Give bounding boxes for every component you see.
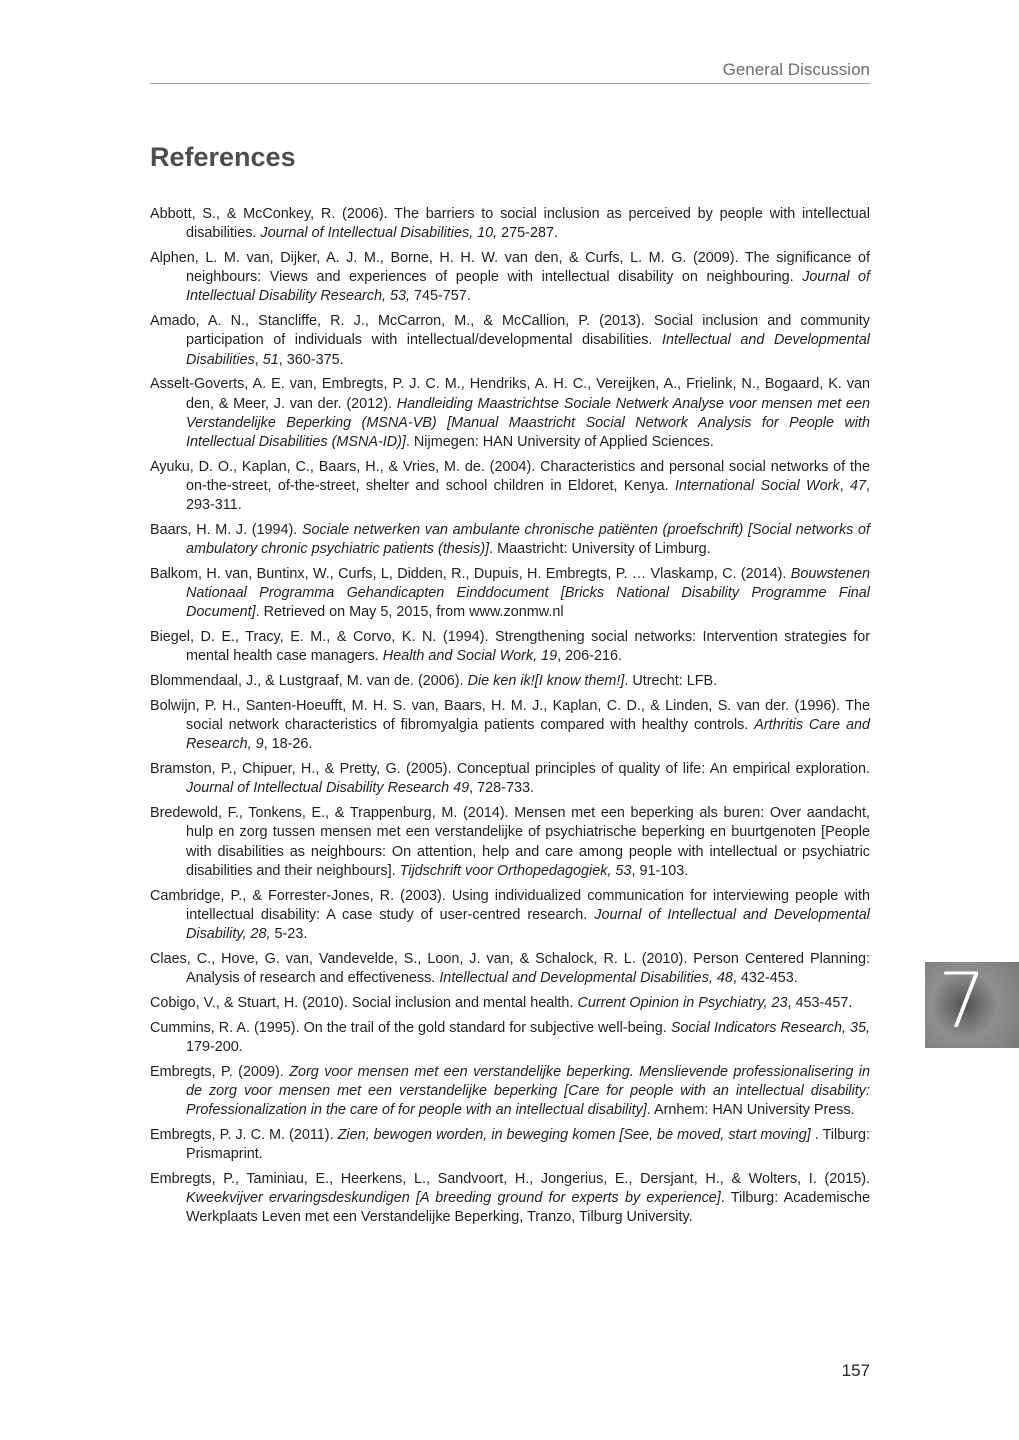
reference-text: 745-757. — [409, 288, 471, 305]
reference-text: Alphen, L. M. van, Dijker, A. J. M., Borne, H. H. W. van den, & Curfs, L. M. G. (2009). The significance of neighbours: Views and experiences of people with intellectual disability on neighbouring. — [150, 250, 870, 286]
reference-entry — [150, 565, 870, 623]
reference-list — [150, 205, 870, 1233]
reference-entry — [150, 1063, 870, 1121]
reference-text: 179-200. — [186, 1038, 243, 1055]
reference-entry — [150, 1019, 870, 1057]
reference-italic-text: Handleiding Maastrichtse Sociale Netwerk Analyse voor mensen met een Verstandelijke Beperking (MSNA-VB) [Manual Maastricht Social Network Analysis for People with Intellectual Disabilities (MSNA-ID)] — [186, 395, 870, 451]
reference-text: . Tilburg: Prismaprint. — [186, 1126, 870, 1163]
reference-text: Ayuku, D. O., Kaplan, C., Baars, H., & Vries, M. de. (2004). Characteristics and personal social networks of the on-the-street, of-the-street, shelter and school children in Eldoret, Kenya. — [150, 458, 870, 495]
reference-text: , 360-375. — [278, 351, 344, 368]
reference-entry — [150, 628, 870, 666]
reference-entry — [150, 375, 870, 452]
section-title: References — [150, 142, 296, 172]
reference-entry — [150, 521, 870, 559]
reference-italic-text: Social Indicators Research, 35, — [670, 1019, 871, 1036]
reference-italic-text: Sociale netwerken van ambulante chronische patiënten (proefschrift) [Social networks of ambulatory chronic psychiatric patients (thesis)] — [186, 522, 870, 558]
reference-text: Abbott, S., & McConkey, R. (2006). The barriers to social inclusion as perceived by people with intellectual disabilities. — [150, 206, 870, 242]
reference-italic-text: Journal of Intellectual and Developmental Disability, 28, — [186, 906, 870, 943]
reference-text: Cobigo, V., & Stuart, H. (2010). Social inclusion and mental health. — [150, 994, 578, 1011]
running-header: General Discussion — [150, 60, 870, 84]
reference-italic-text: Current Opinion in Psychiatry, 23 — [577, 994, 788, 1011]
reference-entry — [150, 458, 870, 516]
reference-entry — [150, 887, 870, 945]
reference-text: . Utrecht: LFB. — [624, 673, 718, 690]
reference-text: , 91-103. — [631, 862, 689, 879]
reference-text: Claes, C., Hove, G. van, Vandevelde, S., Loon, J. van, & Schalock, R. L. (2010). Person Centered Planning: Analysis of research and effectiveness. — [150, 950, 870, 987]
reference-text: Baars, H. M. J. (1994). — [150, 522, 302, 539]
reference-italic-text: Zorg voor mensen met een verstandelijke beperking. Menslievende professionalisering in de zorg voor mensen met een verstandelijke beperking [Care for people with an intellectual disability: Professionalization in the care of for people with an intellectual disability] — [186, 1063, 870, 1119]
reference-italic-text: Health and Social Work, 19 — [382, 648, 558, 665]
reference-entry — [150, 760, 870, 798]
reference-italic-text: Journal of Intellectual Disability Research, 53, — [186, 269, 870, 305]
reference-italic-text: 47 — [849, 478, 866, 495]
reference-italic-text: Intellectual and Developmental Disabilities — [186, 332, 871, 368]
chapter-number: 7 — [938, 956, 987, 1045]
reference-text: Embregts, P. J. C. M. (2011). — [150, 1126, 338, 1143]
reference-text: . Tilburg: Academische Werkplaats Leven met een Verstandelijke Beperking, Tranzo, Tilburg University. — [186, 1190, 870, 1226]
reference-text: Embregts, P., Taminiau, E., Heerkens, L., Sandvoort, H., Jongerius, E., Dersjant, H., & Wolters, I. (2015). — [150, 1170, 870, 1187]
reference-text: . Maastricht: University of Limburg. — [489, 541, 711, 558]
reference-text: Asselt-Goverts, A. E. van, Embregts, P. J. C. M., Hendriks, A. H. C., Vereijken, A., Frielink, N., Bogaard, K. van den, & Meer, J. van der. (2012). — [150, 376, 870, 412]
reference-text: , 432-453. — [732, 970, 798, 987]
reference-entry — [150, 994, 870, 1013]
reference-italic-text: Tijdschrift voor Orthopedagogiek, 53 — [399, 862, 632, 879]
reference-text: Biegel, D. E., Tracy, E. M., & Corvo, K. N. (1994). Strengthening social networks: Intervention strategies for mental health case managers. — [150, 629, 870, 665]
reference-text: Cummins, R. A. (1995). On the trail of the gold standard for subjective well-being. — [150, 1019, 671, 1036]
reference-italic-text: Kweekvijver ervaringsdeskundigen [A breeding ground for experts by experience] — [186, 1190, 721, 1207]
reference-italic-text: Journal of Intellectual Disability Research 49 — [186, 780, 470, 797]
reference-italic-text: Arthritis Care and Research, 9 — [186, 717, 870, 753]
reference-text: Bolwijn, P. H., Santen-Hoeufft, M. H. S. van, Baars, H. M. J., Kaplan, C. D., & Linden, S. van der. (1996). The social network characteristics of fibromyalgia patients compared with healthy controls. — [150, 698, 870, 734]
reference-text: Balkom, H. van, Buntinx, W., Curfs, L, Didden, R., Dupuis, H. Embregts, P. … Vlaskamp, C. (2014). — [150, 566, 791, 583]
page-number: 157 — [841, 1361, 870, 1380]
reference-italic-text: Die ken ik![I know them!] — [467, 673, 625, 690]
reference-text: Bramston, P., Chipuer, H., & Pretty, G. (2005). Conceptual principles of quality of life: An empirical exploration. — [150, 761, 870, 778]
reference-italic-text: 51 — [262, 351, 279, 368]
reference-entry — [150, 950, 870, 988]
reference-italic-text: Bouwstenen Nationaal Programma Gehandicapten Einddocument [Bricks National Disability Programme Final Document] — [186, 566, 870, 621]
reference-entry — [150, 1126, 870, 1164]
reference-text: 5-23. — [270, 926, 308, 943]
reference-text: . Retrieved on May 5, 2015, from www.zonmw.nl — [255, 604, 564, 621]
reference-text: Cambridge, P., & Forrester-Jones, R. (2003). Using individualized communication for interviewing people with intellectual disability: A case study of user-centred research. — [150, 887, 870, 923]
reference-text: Blommendaal, J., & Lustgraaf, M. van de. (2006). — [150, 673, 468, 690]
reference-italic-text: Journal of Intellectual Disabilities, 10, — [260, 225, 498, 242]
reference-italic-text: Zien, bewogen worden, in beweging komen [See, be moved, start moving] — [337, 1126, 811, 1143]
chapter-tab — [925, 956, 1019, 1048]
reference-text: , 728-733. — [469, 780, 534, 797]
reference-text: , — [254, 351, 263, 368]
reference-entry — [150, 312, 870, 370]
reference-italic-text: International Social Work — [674, 478, 840, 495]
reference-entry — [150, 205, 870, 243]
reference-text: Amado, A. N., Stancliffe, R. J., McCarron, M., & McCallion, P. (2013). Social inclusion and community participation of individuals with intellectual/developmental disabilities. — [150, 313, 870, 349]
reference-text: Embregts, P. (2009). — [150, 1063, 290, 1080]
reference-entry — [150, 697, 870, 755]
reference-text: Bredewold, F., Tonkens, E., & Trappenburg, M. (2014). Mensen met een beperking als buren: Over aandacht, hulp en zorg tussen mensen met een verstandelijke of psychiatrische beperking en buurtgenoten [People with disabilities as neighbours: On attention, help and care among people with intellectual or psychiatric disabilities and their neighbours]. — [150, 805, 870, 879]
reference-entry — [150, 1170, 870, 1228]
reference-text: , — [839, 478, 850, 495]
reference-text: 275-287. — [497, 225, 558, 242]
reference-text: , 18-26. — [263, 736, 313, 753]
reference-text: . Nijmegen: HAN University of Applied Sciences. — [405, 434, 714, 451]
reference-italic-text: Intellectual and Developmental Disabilities, 48 — [439, 970, 733, 987]
reference-entry — [150, 249, 870, 307]
reference-text: , 206-216. — [557, 648, 622, 665]
reference-entry — [150, 804, 870, 881]
reference-text: . Arnhem: HAN University Press. — [646, 1102, 855, 1119]
reference-entry — [150, 672, 870, 691]
reference-text: , 293-311. — [186, 478, 870, 514]
reference-text: , 453-457. — [787, 994, 853, 1011]
